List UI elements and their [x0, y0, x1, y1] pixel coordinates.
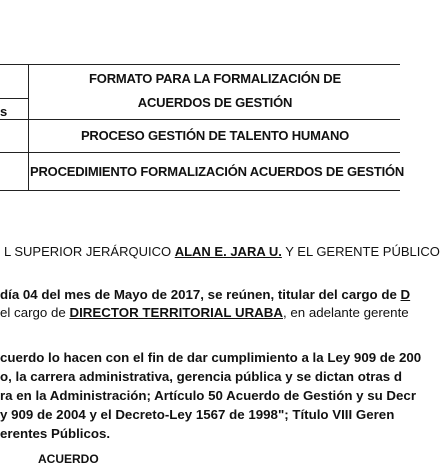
- header-title-line2: ACUERDOS DE GESTIÓN: [137, 95, 293, 110]
- para1-line2-suffix: , en adelante gerente: [282, 305, 409, 320]
- header-top-border: [0, 64, 400, 65]
- footer-partial-heading: ACUERDO: [38, 452, 99, 466]
- header-left-mark: s: [0, 104, 8, 119]
- header-title-line1: FORMATO PARA LA FORMALIZACIÓN DE: [89, 71, 341, 86]
- para1-line1: [0, 287, 410, 303]
- intro-suffix: Y EL GERENTE PÚBLICO: [281, 244, 440, 259]
- para2-line2: o, la carrera administrativa, gerencia pública y se dictan otras d: [0, 369, 403, 384]
- header-procedure: PROCEDIMIENTO FORMALIZACIÓN ACUERDOS DE GESTIÓN: [30, 164, 405, 179]
- para1-line1-text: día 04 del mes de Mayo de 2017, se reúnen, titular del cargo de: [0, 287, 401, 302]
- header-process: PROCESO GESTIÓN DE TALENTO HUMANO: [80, 128, 350, 143]
- header-left-cell-divider: [0, 98, 28, 99]
- para2-line4: y 909 de 2004 y el Decreto-Ley 1567 de 1998"; Título VIII Geren: [0, 407, 395, 422]
- intro-line: [4, 244, 440, 260]
- header-bottom-border: [0, 190, 400, 191]
- superior-name: ALAN E. JARA U.: [174, 244, 282, 259]
- intro-prefix: L SUPERIOR JERÁRQUICO: [4, 244, 175, 259]
- position-title: DIRECTOR TERRITORIAL URABA: [69, 305, 283, 320]
- para2-line3: ra en la Administración; Artículo 50 Acuerdo de Gestión y su Decr: [0, 388, 417, 403]
- para1-line2-prefix: el cargo de: [0, 305, 70, 320]
- para2-line1: cuerdo lo hacen con el fin de dar cumplimiento a la Ley 909 de 200: [0, 350, 422, 365]
- para1-line1-underlined: D: [400, 287, 411, 302]
- header-row-divider-1: [0, 119, 400, 120]
- para1-line2: [0, 305, 409, 321]
- para2-line5: erentes Públicos.: [0, 426, 111, 441]
- header-row-divider-2: [0, 152, 400, 153]
- header-column-divider: [28, 64, 29, 191]
